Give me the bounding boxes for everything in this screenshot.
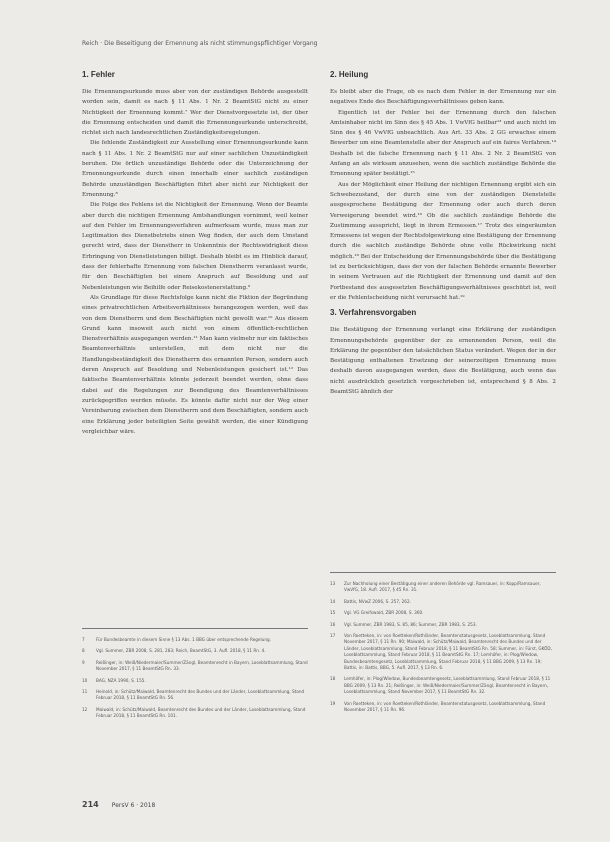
paragraph: Aus der Möglichkeit einer Heilung der nichtigen Ernennung ergibt sich ein Schwebezustand, der durch eine von der zuständigen Dienststelle ausgesprochene Bestätigung der Ernennung oder auch durch deren Verweigerung beendet wird.¹⁶ Ob die sachlich zuständige Behörde die Zustimmung ausspricht, liegt in ihrem Ermessen.¹⁷ Trotz des eingeräumten Ermessens ist wegen der Rechtsfolgewirkung eine Bestätigung der Ernennung durch die sachlich zuständige Behörde ohne volle Rückwirkung nicht möglich.¹⁸ Bei der Entscheidung der Ernennungsbehörde über die Bestätigung ist zu berücksichtigen, dass der von der falschen Behörde ernannte Bewerber in seinem Vertrauen auf die Richtigkeit der Ernennung und damit auf den Fortbestand des ausgesetzten Beschäftigungsverhältnisses geschützt ist, weil er die Fehlentscheidung nicht verursacht hat.¹⁹: [330, 181, 556, 301]
footnote: [82, 648, 308, 654]
footnote-number: 15: [330, 610, 336, 616]
footnote-text: Maiwald, in: Schütz/Maiwald, Beamtenrecht des Bundes und der Länder, Loseblattsammlung, Stand Februar 2018, § 11 BeamtStG Rn. 101.: [96, 706, 306, 719]
footnote-text: Vgl. VG Greifswald, ZBR 2008, S. 360.: [344, 610, 424, 616]
footnote: [330, 581, 556, 594]
footnote-text: Für Bundesbeamte in diesem Sinne § 13 Abs. 1 BBG über entsprechende Regelung.: [96, 637, 271, 642]
running-header: Reich · Die Beseitigung der Ernennung als nicht stimmungspflichtiger Vorgang: [82, 40, 318, 47]
footnote-number: 13: [330, 581, 336, 586]
footnote-text: Von Roetteken, in: von Roetteken/Rothländer, Beamtenstatusgesetz, Loseblattsammlung, Stand November 2017, § 11 Rn. 90; Maiwald, in: Schütz/Maiwald, Beamtenrecht des Bundes und der Länder, Loseblattsammlung, Stand Februar 2018, § 11 BeamtStG Rn. 58; Summer, in: Fürst, GKÖD, Loseblattsammlung, Stand Februar 2018, § 11 BeamtStG Rn. 17; Lemhöfer, in: Plog/Wiedow, Bundesbeamtengesetz, Loseblattsammlung, Stand Februar 2018, § 11 BBG 2009, § 13 Rn. 19; Battis, in: Battis, BBG, 5. Aufl. 2017, § 13 Rn. 6.: [344, 633, 552, 671]
page-number: 214: [82, 800, 99, 809]
footnote-text: Vgl. Summer, ZBR 1983, S. 85, 86; Summer, ZBR 1983, S. 253.: [344, 621, 477, 627]
footnote: [82, 660, 308, 673]
footnote-text: Battis, NVwZ 2006, S. 257, 262.: [344, 598, 411, 604]
paragraph: Als Grundlage für diese Rechtsfolge kann nicht die Fiktion der Begründung eines privatrechtlichen Arbeitsverhältnisses herangezogen werden, weil das von dem Dienstherrn und dem Beschäftigten nicht gewollt war.¹⁰ Aus diesem Grund kann insoweit auch nicht von einem öffentlich-rechtlichen Dienstverhältnis ausgegangen werden.¹¹ Man kann vielmehr nur ein faktisches Beamtenverhältnis unterstellen, mit dem nicht nur die Handlungsbeständigkeit des Dienstherrn des ernannten Person, sondern auch deren Anspruch auf Besoldung und Nebenleistungen gesichert ist.¹² Das faktische Beamtenverhältnis könnte jederzeit beendet werden, ohne dass dabei auf die Regelungen zur Beendigung des Beamtenverhältnisses zurückgegriffen werden müsste. Es könnte dafür nicht nur der Weg einer Vereinbarung zwischen dem Dienstherrn und dem Beschäftigten, sondern auch eine Erklärung jeder beteiligten Seite gewählt werden, die einer Kündigung vergleichbar wäre.: [82, 294, 308, 435]
footnote-text: Reißinger, in: Weiß/Niedermaier/Summer/Zängl, Beamtenrecht in Bayern, Loseblattsammlung, Stand November 2017, § 11 BeamtStG Rn. 33.: [96, 659, 308, 672]
right-column: [330, 70, 556, 397]
footnote: [82, 689, 308, 702]
left-column: [82, 70, 308, 437]
footnote-text: BAG, NZA 1990, S. 155.: [96, 677, 146, 683]
footnote-number: 9: [82, 659, 85, 665]
footnotes-left: [82, 628, 308, 725]
footnote-text: Von Roetteken, in: von Roetteken/Rothländer, Beamtenstatusgesetz, Loseblattsammlung, Stand November 2017, § 11 Rn. 96.: [344, 700, 546, 713]
footnote-number: 8: [82, 648, 85, 654]
footnote: [330, 701, 556, 714]
footnote: [82, 637, 308, 643]
footnote-number: 18: [330, 676, 336, 682]
footnote-text: Heinold, in: Schütz/Maiwald, Beamtenrecht des Bundes und der Länder, Loseblattsammlung, Stand Februar 2018, § 11 BeamtStG Rn. 56.: [96, 689, 305, 701]
paragraph: Die fehlende Zuständigkeit zur Ausstellung einer Ernennungsurkunde kann nach § 11 Abs. 1 Nr. 2 BeamtStG nur auf einer sachlichen Unzuständigkeit beruhen. Die örtlich unzuständige Behörde oder die Unterzeichnung der Ernennungsurkunde durch einen innerhalb einer sachlich zuständigen Behörde unzuständigen Beschäftigten führt aber nicht zur Nichtigkeit der Ernennung.⁸: [82, 140, 308, 198]
footnote-text: Vgl. Summer, ZBR 2008, S. 281, 283; Reich, BeamtStG, 3. Aufl. 2018, § 11 Rn. 4.: [96, 648, 266, 654]
footnote-number: 7: [82, 637, 85, 642]
footnote: [82, 707, 308, 720]
footnote: [330, 633, 556, 671]
footnote: [82, 678, 308, 684]
journal-issue: PersV 6 · 2018: [111, 802, 156, 809]
footnote: [330, 622, 556, 628]
footnote: [330, 599, 556, 605]
paragraph: Eigentlich ist der Fehler bei der Ernennung durch den falschen Amtsinhaber nicht im Sinn des § 45 Abs. 1 VwVfG heilbar¹³ und auch nicht im Sinn des § 46 VwVfG unbeachtlich. Aus Art. 33 Abs. 2 GG erwachse einem Bewerber um eine Beamtenstelle aber der Anspruch auf ein faires Verfahren.¹⁴ Deshalb ist die falsche Ernennung nach § 11 Abs. 2 Nr. 2 BeamtStG von Anfang an als wirksam anzusehen, wenn die sachlich zuständige Behörde die Ernennung später bestätigt.¹⁵: [330, 109, 556, 178]
section-heading-heilung: 2. Heilung: [330, 70, 369, 79]
section-heading-fehler: 1. Fehler: [82, 70, 115, 79]
footnote-number: 12: [82, 706, 88, 712]
footnote-number: 10: [82, 677, 88, 683]
paragraph: Die Folge des Fehlens ist die Nichtigkeit der Ernennung. Wenn der Beamte aber durch die nichtigen Ernennung Amtshandlungen vornimmt, weil keiner auf den Fehler im Ernennungsverfahren aufmerksam wurde, muss man zur Legitimation des Dienstbetriebs einen Weg finden, der auch dem Umstand gerecht wird, dass der Dienstherr in Unkenntnis der Rechtswidrigkeit diese Erbringung von Dienstleistungen billigt. Deshalb bleibt es im Hinblick darauf, dass der fehlerhafte Ernennung vom falschen Dienstherrn veranlasst wurde, für den Beschäftigten bei einem Anspruch auf Besoldung und auf Nebenleistungen wie Beihilfe oder Reisekostenerstattung.⁹: [82, 202, 308, 291]
footnote: [330, 676, 556, 695]
footnote-text: Zur Nachholung einer Bestätigung einer anderen Behörde vgl. Ramsauer, in: Kopp/Ramsauer, VwVfG, 18. Aufl. 2017, § 45 Rn. 31.: [344, 581, 541, 593]
footnote-text: Lemhöfer, in: Plog/Wiedow, Bundesbeamtengesetz, Loseblattsammlung, Stand Februar 2018, § 11 BBG 2009, § 13 Rn. 21; Reißinger, in: Weiß/Niedermaier/Summer/Zängl, Beamtenrecht in Bayern, Loseblattsammlung, Stand November 2017, § 11 BeamtStG Rn. 32.: [344, 676, 551, 695]
footnote-number: 11: [82, 689, 88, 695]
page-footer: [82, 792, 155, 811]
footnote-number: 19: [330, 700, 336, 706]
footnote-number: 16: [330, 621, 336, 627]
footnotes-right: [330, 572, 556, 719]
footnote: [330, 610, 556, 616]
section-heading-verfahrensvorgaben: 3. Verfahrensvorgaben: [330, 308, 417, 318]
paragraph: Die Ernennungsurkunde muss aber von der zuständigen Behörde ausgestellt worden sein, damit es nach § 11 Abs. 1 Nr. 2 BeamtStG nicht zu einer Nichtigkeit der Ernennung kommt.⁷ Wer der Dienstvorgesetzte ist, der über die Ernennung entscheiden und damit die Ernennungsurkunde unterschreibt, richtet sich nach landesrechtlichen Zuständigkeitsregelungen.: [82, 89, 308, 137]
paragraph: Die Bestätigung der Ernennung verlangt eine Erklärung der zuständigen Ernennungsbehörde gegenüber der zu ernennenden Person, weil die Erklärung ihr gegenüber den tatsächlichen Status verändert. Wegen der in der Bestätigung enthaltenen Ersetzung der seinerzeitigen Ernennung muss deshalb davon ausgegangen werden, dass die Bestätigung, auch wenn das nicht ausdrücklich gesetzlich vorgeschrieben ist, entsprechend § 8 Abs. 2 BeamtStG ähnlich der: [330, 327, 556, 396]
footnote-number: 17: [330, 633, 336, 639]
paragraph: Es bleibt aber die Frage, ob es nach dem Fehler in der Ernennung nur ein negatives Ende des Beschäftigungsverhältnisses geben kann.: [330, 89, 556, 106]
footnote-number: 14: [330, 598, 336, 604]
